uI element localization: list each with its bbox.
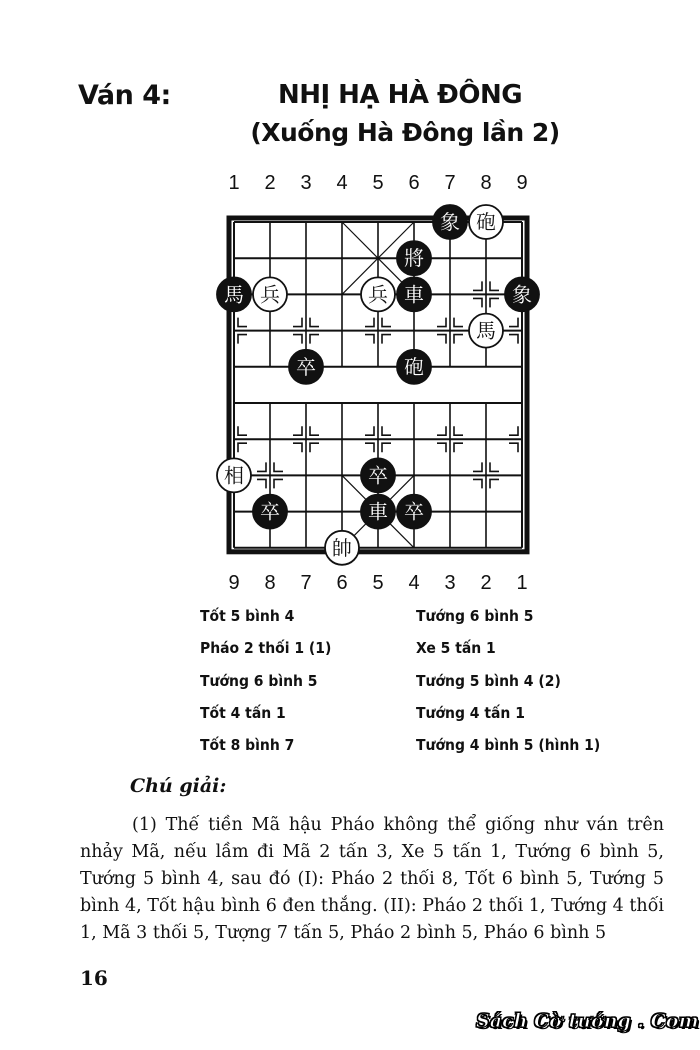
move-right: Tướng 4 tấn 1: [416, 704, 525, 722]
file-label: 7: [444, 172, 456, 194]
position-marker: [437, 426, 446, 435]
notes-body: [80, 812, 664, 947]
piece-black: [397, 495, 431, 529]
position-marker: [509, 335, 518, 344]
piece-glyph: 砲: [476, 210, 496, 234]
piece-glyph: 卒: [260, 499, 280, 524]
piece-black: [361, 495, 395, 529]
file-label: 5: [372, 572, 384, 594]
file-label: 2: [264, 172, 276, 194]
file-label: 1: [516, 572, 528, 594]
move-right: Xe 5 tấn 1: [416, 639, 496, 657]
position-marker: [490, 281, 499, 290]
file-label: 2: [480, 572, 492, 594]
move-left: Tốt 5 bình 4: [200, 607, 295, 625]
position-marker: [293, 443, 302, 452]
piece-glyph: 卒: [404, 499, 424, 524]
piece-white: [469, 314, 503, 348]
piece-glyph: 象: [440, 210, 460, 234]
position-marker: [293, 318, 302, 327]
position-marker: [382, 426, 391, 435]
move-right: Tướng 6 bình 5: [416, 607, 534, 625]
file-label: 3: [300, 172, 312, 194]
position-marker: [365, 318, 374, 327]
position-marker: [454, 335, 463, 344]
position-marker: [473, 281, 482, 290]
piece-glyph: 帥: [332, 535, 352, 560]
position-marker: [365, 443, 374, 452]
position-marker: [490, 298, 499, 307]
move-left: Tốt 8 bình 7: [200, 736, 295, 754]
piece-black: [505, 277, 539, 311]
position-marker: [509, 443, 518, 452]
piece-glyph: 卒: [368, 463, 388, 488]
piece-white: [325, 531, 359, 565]
position-marker: [257, 462, 266, 471]
file-label: 5: [372, 172, 384, 194]
game-title: NHỊ HẠ HÀ ĐÔNG: [277, 80, 523, 110]
note-paragraph: (1) Thế tiền Mã hậu Pháo không thể giống như ván trên nhảy Mã, nếu lầm đi Mã 2 tấn 3, Xe 5 tấn 1, Tướng 6 bình 5, Tướng 5 bình 4, sau đó (I): Pháo 2 thối 8, Tốt 6 bình 5, Tướng 5 bình 4, Tốt hậu bình 6 đen thắng. (II): Pháo 2 thối 1, Tướng 4 thối 1, Mã 3 thối 5, Tượng 7 tấn 5, Pháo 2 bình 5, Pháo 6 bình 5: [80, 815, 664, 943]
piece-white: [253, 277, 287, 311]
move-right: Tướng 5 bình 4 (2): [416, 672, 561, 690]
piece-black: [433, 205, 467, 239]
file-label: 6: [336, 572, 348, 594]
piece-glyph: 馬: [224, 282, 244, 307]
file-label: 7: [300, 572, 312, 594]
piece-glyph: 兵: [368, 282, 388, 307]
position-marker: [293, 335, 302, 344]
position-marker: [473, 298, 482, 307]
position-marker: [310, 318, 319, 327]
piece-black: [397, 350, 431, 384]
position-marker: [437, 335, 446, 344]
file-label: 6: [408, 172, 420, 194]
game-label: Ván 4:: [78, 80, 171, 111]
piece-glyph: 砲: [404, 354, 424, 379]
position-marker: [382, 443, 391, 452]
piece-glyph: 象: [512, 282, 532, 307]
position-marker: [310, 335, 319, 344]
position-marker: [274, 462, 283, 471]
position-marker: [382, 335, 391, 344]
piece-glyph: 馬: [476, 318, 496, 343]
watermark-logo: Sách Cờ tướng . Com: [476, 1010, 699, 1032]
position-marker: [365, 426, 374, 435]
piece-glyph: 卒: [296, 354, 316, 379]
file-label: 8: [264, 572, 276, 594]
position-marker: [382, 318, 391, 327]
file-label: 1: [228, 172, 240, 194]
move-left: Tốt 4 tấn 1: [200, 704, 286, 722]
position-marker: [454, 443, 463, 452]
position-marker: [509, 318, 518, 327]
position-marker: [293, 426, 302, 435]
piece-glyph: 兵: [260, 282, 280, 307]
position-marker: [454, 318, 463, 327]
position-marker: [274, 479, 283, 488]
position-marker: [310, 443, 319, 452]
position-marker: [437, 443, 446, 452]
file-label: 4: [336, 172, 348, 194]
position-marker: [310, 426, 319, 435]
position-marker: [454, 426, 463, 435]
file-label: 9: [516, 172, 528, 194]
position-marker: [437, 318, 446, 327]
position-marker: [473, 462, 482, 471]
position-marker: [238, 318, 247, 327]
file-label: 9: [228, 572, 240, 594]
piece-glyph: 將: [404, 246, 424, 271]
position-marker: [473, 479, 482, 488]
piece-glyph: 車: [404, 282, 424, 307]
piece-black: [361, 458, 395, 492]
position-marker: [238, 443, 247, 452]
position-marker: [509, 426, 518, 435]
move-right: Tướng 4 bình 5 (hình 1): [416, 736, 601, 754]
piece-black: [217, 277, 251, 311]
piece-white: [469, 205, 503, 239]
position-marker: [257, 479, 266, 488]
piece-white: [361, 277, 395, 311]
move-left: Tướng 6 bình 5: [200, 672, 318, 690]
piece-black: [397, 241, 431, 275]
position-marker: [490, 479, 499, 488]
file-label: 4: [408, 572, 420, 594]
position-marker: [238, 335, 247, 344]
position-marker: [490, 462, 499, 471]
notes-heading: Chú giải:: [130, 775, 227, 797]
piece-black: [289, 350, 323, 384]
bottom-file-labels: [0, 572, 700, 596]
game-subtitle: (Xuống Hà Đông lần 2): [250, 118, 560, 147]
file-label: 3: [444, 572, 456, 594]
position-marker: [238, 426, 247, 435]
piece-glyph: 車: [368, 499, 388, 524]
page-number: 16: [80, 966, 108, 990]
file-label: 8: [480, 172, 492, 194]
piece-black: [253, 495, 287, 529]
piece-glyph: 相: [224, 463, 244, 488]
piece-black: [397, 277, 431, 311]
move-left: Pháo 2 thối 1 (1): [200, 639, 332, 657]
piece-white: [217, 458, 251, 492]
position-marker: [365, 335, 374, 344]
